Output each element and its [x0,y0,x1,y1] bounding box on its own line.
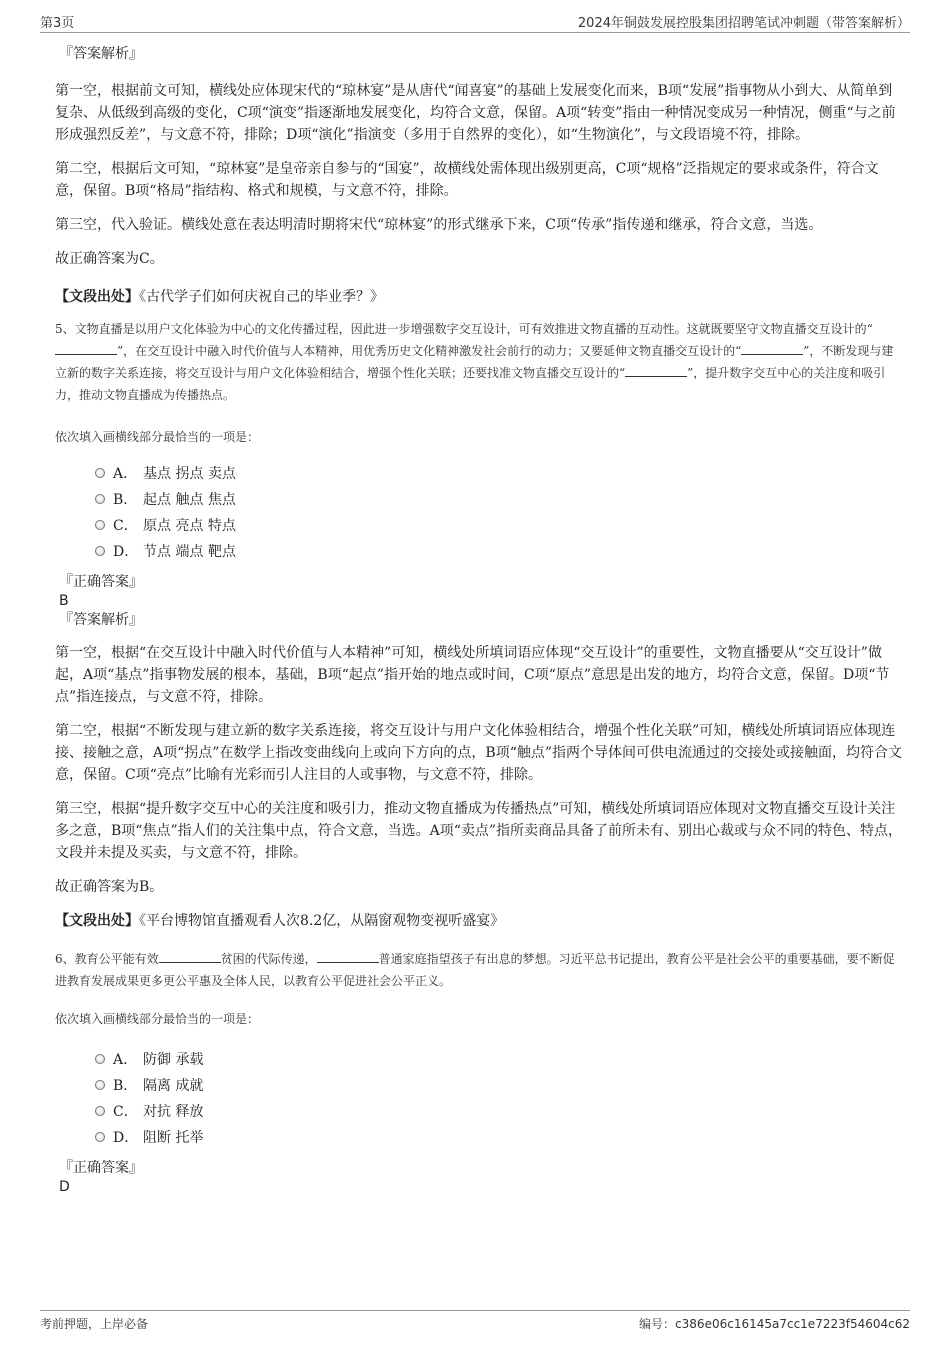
radio-icon[interactable] [95,1106,105,1116]
fill-blank [625,362,687,377]
source-label: 【文段出处】 [55,913,139,929]
answer-conclusion: 故正确答案为C。 [55,251,164,267]
option-c[interactable]: C． 原点 亮点 特点 [95,512,905,538]
document-body [55,44,905,1196]
answer-conclusion: 故正确答案为B。 [55,879,164,895]
question-stem: 5、文物直播是以用户文化体验为中心的文化传播过程，因此进一步增强数字交互设计，可有效推进文物直播的互动性。这就既要坚守文物直播交互设计的“”，在交互设计中融入时代价值与人本精神，用优秀历史文化精神激发社会前行的动力；又要延伸文物直播交互设计的“ ”，不断发现与建立新的数字关系连接，将交互设计与用户文化体验相结合，增强个性化关联；还要找准文物直播交互设计的“ ”，提升数字交互中心的关注度和吸引力，推动文物直播成为传播热点。 [55,322,894,402]
source-title: 《平台博物馆直播观看人次8.2亿，从隔窗观物变视听盛宴》 [139,913,505,929]
analysis-paragraph: 第二空，根据后文可知，“琼林宴”是皇帝亲自参与的“国宴”，故横线处需体现出级别更高，C项“规格”泛指规定的要求或条件，符合文意，保留。B项“格局”指结构、格式和规模，与文意不符，排除。 [55,161,879,199]
analysis-paragraph: 第二空，根据“不断发现与建立新的数字关系连接，将交互设计与用户文化体验相结合，增强个性化关联”可知，横线处所填词语应体现连接、接触之意，A项“拐点”在数学上指改变曲线向上或向下方向的点，B项“触点”指两个导体间可供电流通过的交接处或接触面，均符合文意，保留。C项“亮点”比喻有光彩而引人注目的人或事物，与文意不符，排除。 [55,723,903,783]
correct-answer-label: 『正确答案』 [59,1160,143,1176]
source-citation [55,910,905,932]
option-a[interactable]: A． 防御 承载 [95,1046,905,1072]
option-b[interactable]: B． 起点 触点 焦点 [95,486,905,512]
page-number: 第3页 [40,16,75,31]
option-c[interactable]: C． 对抗 释放 [95,1098,905,1124]
question-prompt: 依次填入画横线部分最恰当的一项是： [55,430,260,444]
analysis-label: 『答案解析』 [59,46,143,62]
source-title: 《古代学子们如何庆祝自己的毕业季？》 [139,289,384,305]
source-label: 【文段出处】 [55,289,139,305]
fill-blank [741,340,803,355]
analysis-paragraph: 第三空，根据“提升数字交互中心的关注度和吸引力，推动文物直播成为传播热点”可知，横线处所填词语应体现对文物直播交互设计关注多之意，B项“焦点”指人们的关注集中点，符合文意，当选。A项“卖点”指所卖商品具备了前所未有、别出心裁或与众不同的特色、特点，文段并未提及买卖，与文意不符，排除。 [55,801,903,861]
radio-icon[interactable] [95,1054,105,1064]
option-list [95,460,905,564]
option-d[interactable]: D． 阻断 托举 [95,1124,905,1150]
radio-icon[interactable] [95,520,105,530]
analysis-paragraph: 第一空，根据前文可知，横线处应体现宋代的“琼林宴”是从唐代“闻喜宴”的基础上发展变化而来，B项“发展”指事物从小到大、从简单到复杂、从低级到高级的变化，C项“演变”指逐渐地发展变化，均符合文意，保留。A项“转变”指由一种情况变成另一种情况，侧重“与之前形成强烈反差”，与文意不符，排除；D项“演化”指演变（多用于自然界的变化），如“生物演化”，与文段语境不符，排除。 [55,83,896,143]
footer-slogan: 考前押题，上岸必备 [40,1317,149,1331]
radio-icon[interactable] [95,1132,105,1142]
radio-icon[interactable] [95,494,105,504]
fill-blank [317,948,379,963]
analysis-paragraph: 第一空，根据“在交互设计中融入时代价值与人本精神”可知，横线处所填词语应体现“交互设计”的重要性，文物直播要从“交互设计”做起，A项“基点”指事物发展的根本，基础，B项“起点”指开始的地点或时间，C项“原点”意思是出发的地方，均符合文意，保留。D项“节点”指连接点，与文意不符，排除。 [55,645,890,705]
page-footer [40,1310,910,1339]
fill-blank [55,340,117,355]
analysis-label: 『答案解析』 [59,612,143,628]
correct-answer: B [59,593,69,609]
page-header [40,10,910,33]
radio-icon[interactable] [95,1080,105,1090]
question-stem: 6、教育公平能有效 贫困的代际传递， 普通家庭指望孩子有出息的梦想。习近平总书记提出，教育公平是社会公平的重要基础，要不断促进教育发展成果更多更公平惠及全体人民，以教育公平促进社会公平正义。 [55,948,905,992]
document-title: 2024年铜鼓发展控股集团招聘笔试冲刺题（带答案解析） [577,16,910,31]
radio-icon[interactable] [95,546,105,556]
document-code: 编号：c386e06c16145a7cc1e7223f54604c62 [639,1317,910,1331]
fill-blank [159,948,221,963]
analysis-paragraph: 第三空，代入验证。横线处意在表达明清时期将宋代“琼林宴”的形式继承下来，C项“传承”指传递和继承，符合文意，当选。 [55,217,823,233]
option-list [95,1046,905,1150]
question-prompt: 依次填入画横线部分最恰当的一项是： [55,1012,260,1026]
source-citation [55,286,905,308]
correct-answer: D [59,1179,70,1195]
option-b[interactable]: B． 隔离 成就 [95,1072,905,1098]
correct-answer-label: 『正确答案』 [59,574,143,590]
option-d[interactable]: D． 节点 端点 靶点 [95,538,905,564]
option-a[interactable]: A． 基点 拐点 卖点 [95,460,905,486]
radio-icon[interactable] [95,468,105,478]
